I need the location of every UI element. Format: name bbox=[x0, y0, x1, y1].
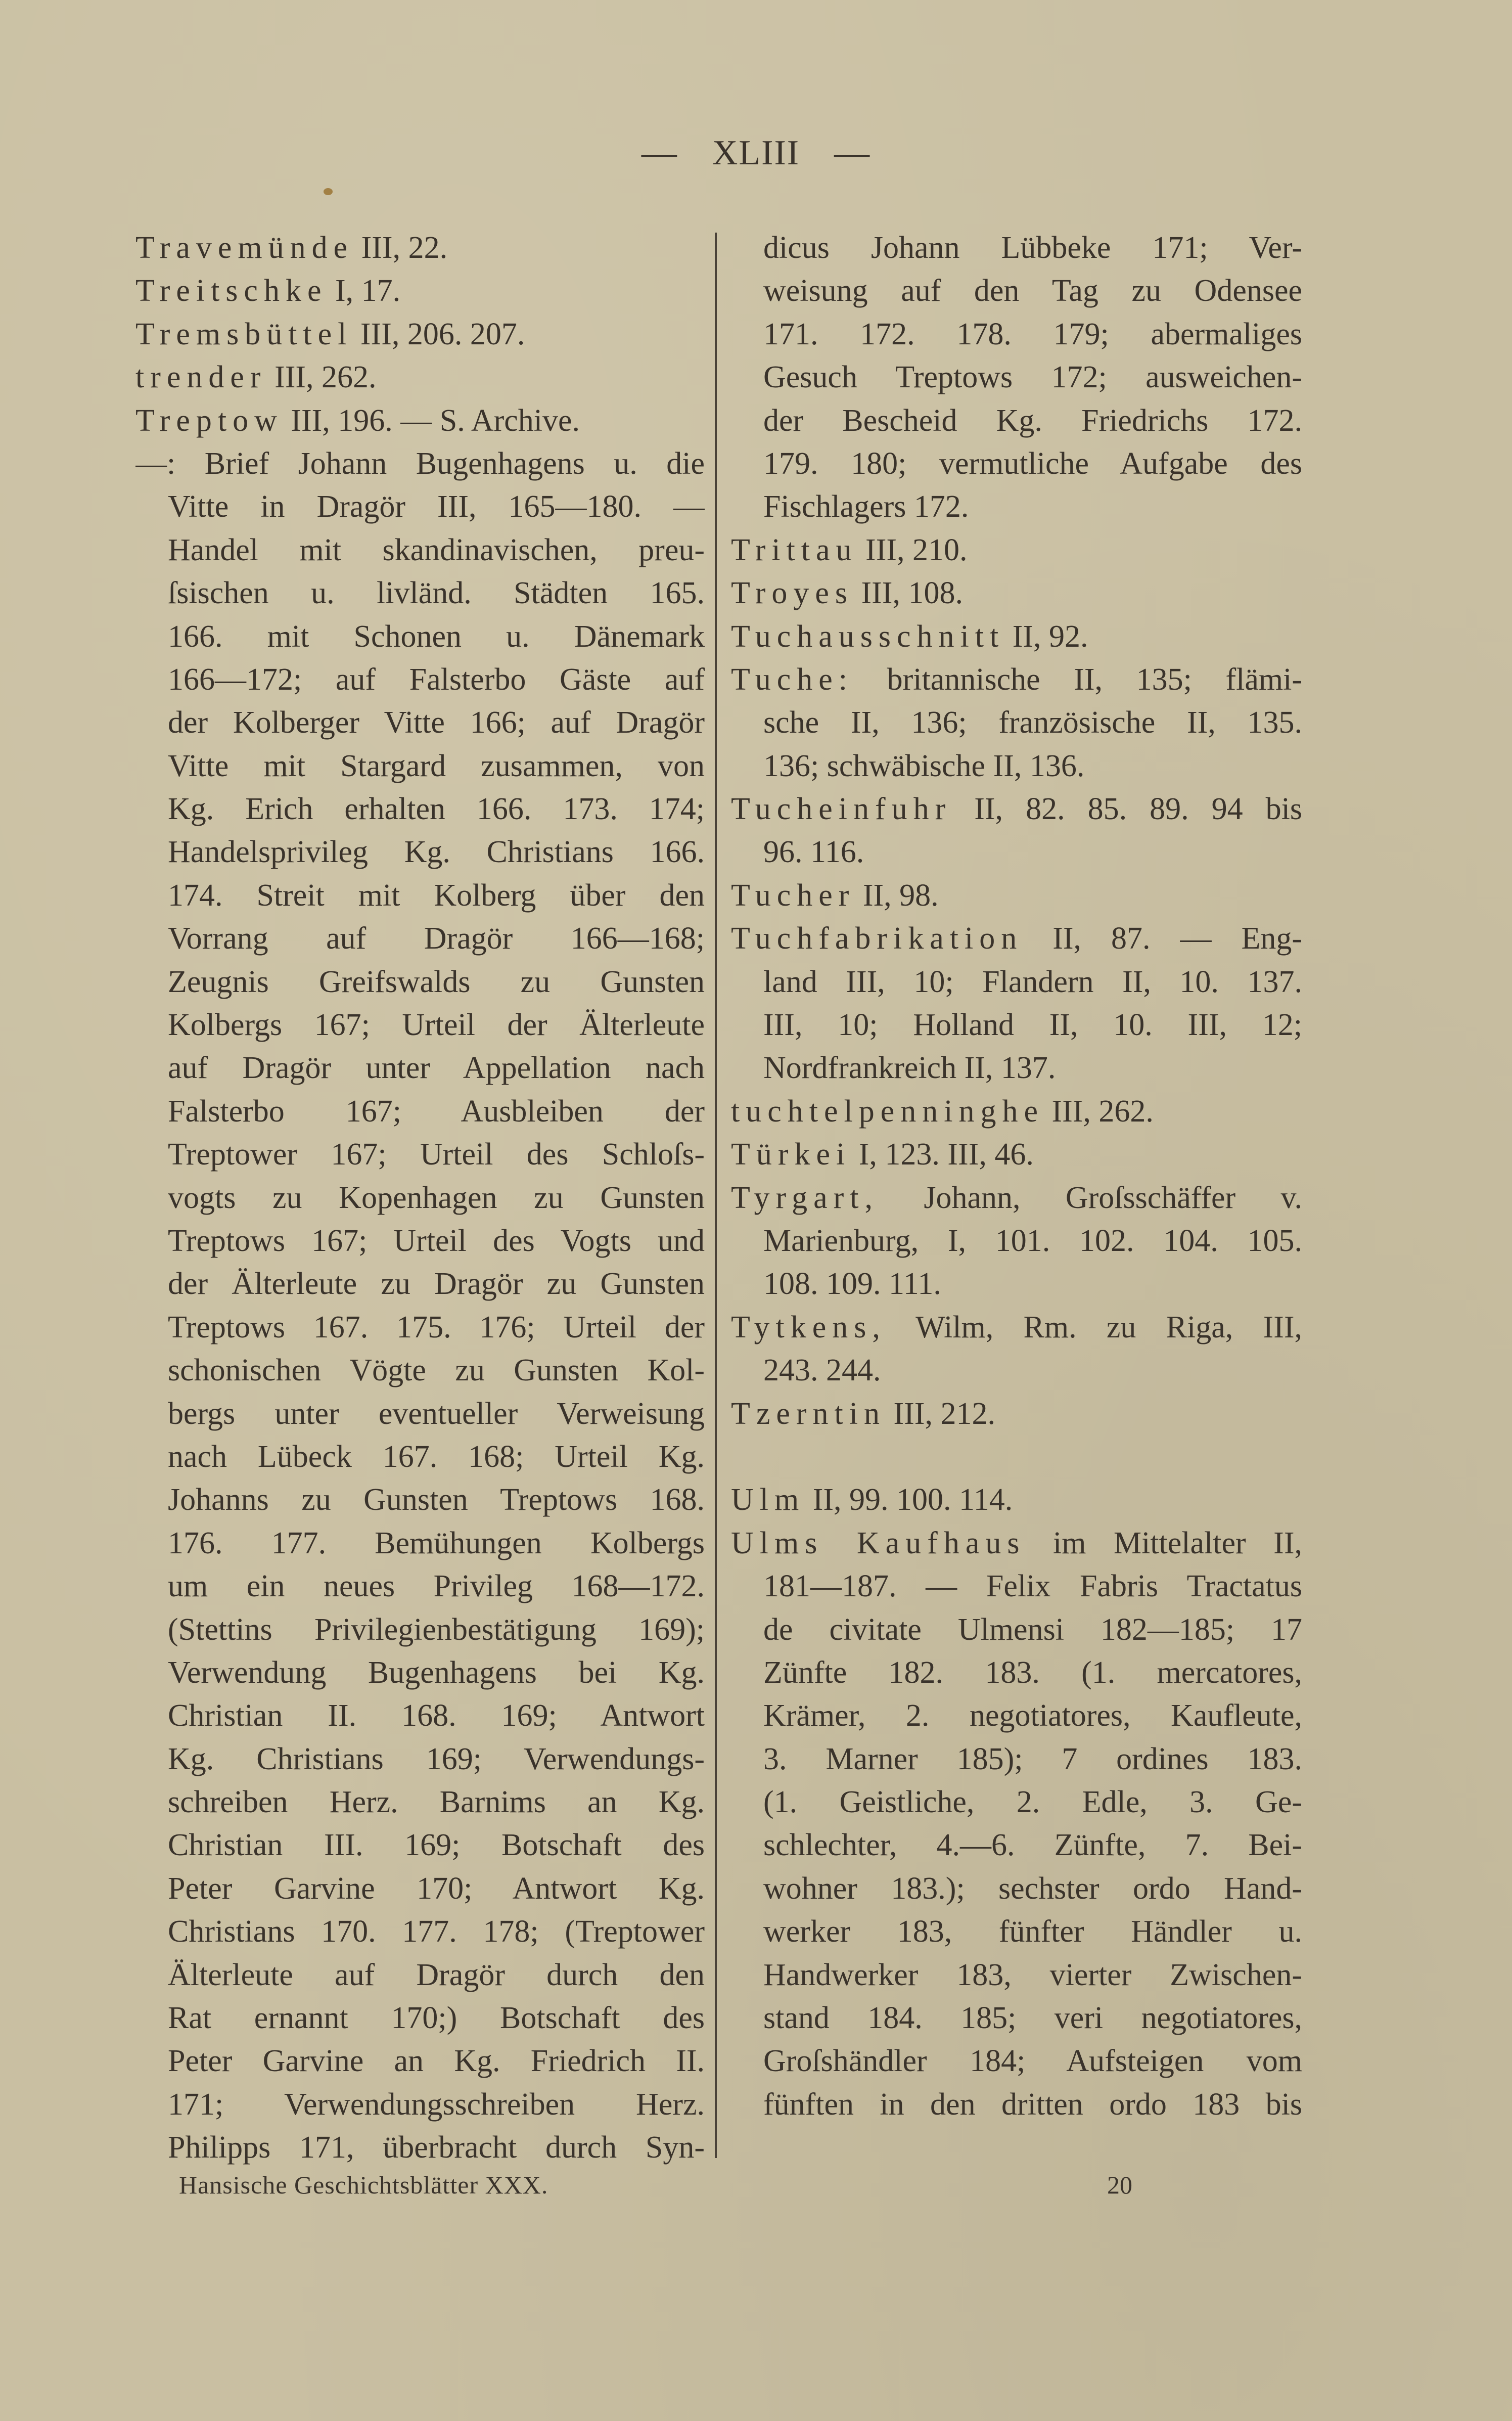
footer-sheet-number: 20 bbox=[1107, 2171, 1132, 2199]
index-line bbox=[168, 2126, 705, 2169]
index-references: der Bescheid Kg. Friedrichs 172. bbox=[763, 403, 1302, 438]
index-line bbox=[168, 1565, 705, 1608]
index-references: 3. Marner 185); 7 ordines 183. bbox=[763, 1741, 1302, 1776]
index-references: britannische II, 135; flämi- bbox=[853, 662, 1302, 697]
index-references: Kg. Christians 169; Verwendungs- bbox=[168, 1741, 705, 1776]
index-line bbox=[168, 1004, 705, 1047]
index-line bbox=[731, 1522, 1302, 1565]
index-keyword: Tuche: bbox=[731, 662, 853, 697]
index-line bbox=[168, 1263, 705, 1306]
index-line bbox=[763, 1910, 1302, 1953]
index-references: Kg. Erich erhalten 166. 173. 174; bbox=[168, 792, 705, 827]
index-keyword: Tucher bbox=[731, 878, 855, 913]
index-references: Johann, Groſsschäffer v. bbox=[878, 1180, 1302, 1215]
index-keyword: Travemünde bbox=[135, 231, 354, 265]
index-keyword: Treitschke bbox=[135, 274, 328, 308]
index-references: Gesuch Treptows 172; ausweichen- bbox=[763, 360, 1302, 395]
index-line bbox=[731, 658, 1302, 701]
index-references: II, 98. bbox=[855, 878, 939, 913]
index-references: Marienburg, I, 101. 102. 104. 105. bbox=[763, 1223, 1302, 1258]
index-references: wohner 183.); sechster ordo Hand- bbox=[763, 1871, 1302, 1906]
index-line bbox=[168, 1522, 705, 1565]
index-line bbox=[731, 572, 1302, 615]
index-line bbox=[763, 1349, 1302, 1392]
index-references: stand 184. 185; veri negotiatores, bbox=[763, 2001, 1302, 2036]
index-line bbox=[168, 1349, 705, 1392]
index-line bbox=[168, 1997, 705, 2040]
index-line bbox=[168, 615, 705, 658]
index-line bbox=[763, 399, 1302, 442]
index-references: Verwendung Bugenhagens bei Kg. bbox=[168, 1655, 705, 1690]
index-line bbox=[731, 1133, 1302, 1176]
index-line bbox=[168, 701, 705, 744]
index-line bbox=[168, 572, 705, 615]
index-line bbox=[135, 356, 705, 399]
index-line bbox=[168, 1393, 705, 1436]
index-references: Falsterbo 167; Ausbleiben der bbox=[168, 1094, 705, 1129]
index-references: Christian II. 168. 169; Antwort bbox=[168, 1698, 705, 1733]
index-references: de civitate Ulmensi 182—185; 17 bbox=[763, 1612, 1302, 1647]
index-references: Peter Garvine 170; Antwort Kg. bbox=[168, 1871, 705, 1906]
index-line bbox=[763, 227, 1302, 270]
index-line bbox=[763, 1954, 1302, 1997]
index-column-left bbox=[135, 227, 705, 2170]
index-references: Nordfrankreich II, 137. bbox=[763, 1051, 1056, 1086]
index-line bbox=[763, 1565, 1302, 1608]
index-keyword: Tuchfabrikation bbox=[731, 921, 1023, 956]
index-line bbox=[731, 1478, 1302, 1521]
index-references: der Kolberger Vitte 166; auf Dragör bbox=[168, 705, 705, 740]
index-references: schonischen Vögte zu Gunsten Kol- bbox=[168, 1353, 705, 1388]
index-line bbox=[763, 1047, 1302, 1090]
index-line bbox=[135, 399, 705, 442]
index-references: Christian III. 169; Botschaft des bbox=[168, 1828, 705, 1863]
index-references: fünften in den dritten ordo 183 bis bbox=[763, 2087, 1302, 2122]
index-references: Wilm, Rm. zu Riga, III, bbox=[886, 1310, 1302, 1344]
index-line bbox=[763, 1608, 1302, 1651]
index-references: Handelsprivileg Kg. Christians 166. bbox=[168, 835, 705, 870]
index-references: schlechter, 4.—6. Zünfte, 7. Bei- bbox=[763, 1828, 1302, 1863]
index-keyword: Ulms Kaufhaus bbox=[731, 1526, 1026, 1560]
index-line bbox=[763, 2083, 1302, 2126]
index-line bbox=[168, 1220, 705, 1263]
index-references: Zünfte 182. 183. (1. mercatores, bbox=[763, 1655, 1302, 1690]
index-line bbox=[135, 227, 705, 270]
index-references: III, 262. bbox=[266, 360, 377, 395]
index-line bbox=[763, 1738, 1302, 1781]
index-references: 96. 116. bbox=[763, 835, 864, 870]
index-line bbox=[168, 1306, 705, 1349]
index-keyword: Tytkens, bbox=[731, 1310, 886, 1344]
page-header bbox=[0, 133, 1512, 172]
index-line bbox=[168, 658, 705, 701]
index-keyword: Türkei bbox=[731, 1137, 851, 1172]
index-line bbox=[763, 485, 1302, 528]
index-references: im Mittelalter II, bbox=[1025, 1526, 1302, 1560]
index-line bbox=[168, 1177, 705, 1220]
index-line bbox=[763, 1220, 1302, 1263]
index-references: (Stettins Privilegienbestätigung 169); bbox=[168, 1612, 705, 1647]
index-line bbox=[731, 529, 1302, 572]
index-line bbox=[168, 2040, 705, 2083]
index-keyword: Tyrgart, bbox=[731, 1180, 879, 1215]
index-references: I, 17. bbox=[327, 274, 401, 308]
index-references: Rat ernannt 170;) Botschaft des bbox=[168, 2001, 705, 2036]
index-line bbox=[168, 745, 705, 788]
index-references: III, 22. bbox=[353, 231, 448, 265]
index-references: III, 212. bbox=[886, 1396, 995, 1431]
index-line bbox=[168, 2083, 705, 2126]
index-keyword: Tzerntin bbox=[731, 1396, 886, 1431]
index-line bbox=[168, 1133, 705, 1176]
index-line bbox=[763, 745, 1302, 788]
index-references: Krämer, 2. negotiatores, Kaufleute, bbox=[763, 1698, 1302, 1733]
index-line bbox=[763, 313, 1302, 356]
index-references: 136; schwäbische II, 136. bbox=[763, 748, 1085, 783]
index-references: Vorrang auf Dragör 166—168; bbox=[168, 921, 705, 956]
index-line bbox=[168, 1651, 705, 1694]
index-keyword: Tuchausschnitt bbox=[731, 619, 1005, 654]
index-line bbox=[168, 1608, 705, 1651]
index-line bbox=[168, 1436, 705, 1478]
index-references: III, 210. bbox=[857, 532, 968, 567]
index-references: I, 123. III, 46. bbox=[851, 1137, 1034, 1172]
index-references: werker 183, fünfter Händler u. bbox=[763, 1914, 1302, 1949]
index-references: II, 82. 85. 89. 94 bis bbox=[951, 792, 1302, 827]
index-references: Zeugnis Greifswalds zu Gunsten bbox=[168, 964, 705, 999]
column-divider bbox=[715, 233, 717, 2158]
index-references: III, 10; Holland II, 10. III, 12; bbox=[763, 1008, 1302, 1043]
index-references: 181—187. — Felix Fabris Tractatus bbox=[763, 1569, 1302, 1604]
index-references: dicus Johann Lübbeke 171; Ver- bbox=[763, 231, 1302, 265]
index-column-right bbox=[731, 227, 1302, 2126]
index-references: schreiben Herz. Barnims an Kg. bbox=[168, 1785, 705, 1820]
index-line bbox=[763, 2040, 1302, 2083]
index-keyword: trender bbox=[135, 360, 267, 395]
index-references: 179. 180; vermutliche Aufgabe des bbox=[763, 446, 1302, 481]
index-references: Groſshändler 184; Aufsteigen vom bbox=[763, 2044, 1302, 2079]
index-line bbox=[135, 313, 705, 356]
index-references: sche II, 136; französische II, 135. bbox=[763, 705, 1302, 740]
index-line bbox=[731, 788, 1302, 831]
index-line bbox=[731, 874, 1302, 917]
index-line bbox=[135, 442, 705, 485]
index-references: Peter Garvine an Kg. Friedrich II. bbox=[168, 2044, 705, 2079]
index-references: II, 87. — Eng- bbox=[1023, 921, 1302, 956]
index-references: Treptows 167. 175. 176; Urteil der bbox=[168, 1310, 705, 1344]
index-references: weisung auf den Tag zu Odensee bbox=[763, 274, 1302, 308]
index-references: 166—172; auf Falsterbo Gäste auf bbox=[168, 662, 705, 697]
index-references: —: Brief Johann Bugenhagens u. die bbox=[135, 446, 705, 481]
paper-speck bbox=[324, 188, 333, 195]
index-line bbox=[763, 831, 1302, 874]
index-line bbox=[763, 1867, 1302, 1910]
index-references: Vitte mit Stargard zusammen, von bbox=[168, 748, 705, 783]
header-dash-left: — bbox=[641, 133, 678, 172]
index-references: Handwerker 183, vierter Zwischen- bbox=[763, 1957, 1302, 1992]
index-references: nach Lübeck 167. 168; Urteil Kg. bbox=[168, 1439, 705, 1474]
header-dash-right: — bbox=[834, 133, 871, 172]
index-keyword: tuchtelpenninghe bbox=[731, 1094, 1044, 1129]
index-line bbox=[763, 442, 1302, 485]
index-references: II, 99. 100. 114. bbox=[805, 1483, 1013, 1517]
index-line bbox=[731, 615, 1302, 658]
index-line bbox=[168, 1954, 705, 1997]
index-references: Philipps 171, überbracht durch Syn- bbox=[168, 2130, 705, 2165]
index-references: bergs unter eventueller Verweisung bbox=[168, 1396, 705, 1431]
index-line bbox=[763, 270, 1302, 312]
index-line bbox=[763, 1004, 1302, 1047]
index-keyword: Trittau bbox=[731, 532, 858, 567]
index-references: 176. 177. Bemühungen Kolbergs bbox=[168, 1526, 705, 1560]
index-line bbox=[731, 1393, 1302, 1479]
index-references: Älterleute auf Dragör durch den bbox=[168, 1957, 705, 1992]
index-line bbox=[763, 356, 1302, 399]
index-references: auf Dragör unter Appellation nach bbox=[168, 1051, 705, 1086]
index-references: II, 92. bbox=[1004, 619, 1088, 654]
index-references: III, 108. bbox=[853, 576, 963, 611]
index-line bbox=[731, 1177, 1302, 1220]
index-line bbox=[168, 1090, 705, 1133]
index-line bbox=[763, 961, 1302, 1004]
index-line bbox=[731, 1090, 1302, 1133]
index-line bbox=[135, 270, 705, 312]
index-keyword: Treptow bbox=[135, 403, 283, 438]
index-line bbox=[168, 1738, 705, 1781]
index-references: 174. Streit mit Kolberg über den bbox=[168, 878, 705, 913]
index-line bbox=[168, 1694, 705, 1737]
index-line bbox=[168, 917, 705, 960]
index-references: Christians 170. 177. 178; (Treptower bbox=[168, 1914, 705, 1949]
index-line bbox=[168, 831, 705, 874]
index-line bbox=[763, 701, 1302, 744]
index-line bbox=[168, 788, 705, 831]
index-line bbox=[168, 1824, 705, 1867]
index-line bbox=[168, 874, 705, 917]
index-keyword: Tucheinfuhr bbox=[731, 792, 952, 827]
index-references: Treptower 167; Urteil des Schloſs- bbox=[168, 1137, 705, 1172]
index-line bbox=[763, 1781, 1302, 1824]
index-line bbox=[168, 1910, 705, 1953]
index-line bbox=[168, 1867, 705, 1910]
index-references: vogts zu Kopenhagen zu Gunsten bbox=[168, 1180, 705, 1215]
index-references: 243. 244. bbox=[763, 1353, 881, 1388]
index-line bbox=[731, 917, 1302, 960]
index-references: ſsischen u. livländ. Städten 165. bbox=[168, 576, 705, 611]
index-references: Kolbergs 167; Urteil der Älterleute bbox=[168, 1008, 705, 1043]
index-references: land III, 10; Flandern II, 10. 137. bbox=[763, 964, 1302, 999]
index-line bbox=[168, 529, 705, 572]
index-references: 108. 109. 111. bbox=[763, 1267, 941, 1302]
index-line bbox=[168, 1047, 705, 1090]
index-line bbox=[763, 1824, 1302, 1867]
index-references: um ein neues Privileg 168—172. bbox=[168, 1569, 705, 1604]
index-references: Johanns zu Gunsten Treptows 168. bbox=[168, 1483, 705, 1517]
index-line bbox=[168, 485, 705, 528]
index-references: 166. mit Schonen u. Dänemark bbox=[168, 619, 705, 654]
index-line bbox=[763, 1651, 1302, 1694]
index-line bbox=[763, 1263, 1302, 1306]
index-references: Vitte in Dragör III, 165—180. — bbox=[168, 489, 705, 524]
index-references: III, 206. 207. bbox=[352, 317, 525, 351]
index-references: der Älterleute zu Dragör zu Gunsten bbox=[168, 1267, 705, 1302]
page-number-roman: XLIII bbox=[712, 133, 800, 172]
index-references: Treptows 167; Urteil des Vogts und bbox=[168, 1223, 705, 1258]
index-references: 171; Verwendungsschreiben Herz. bbox=[168, 2087, 705, 2122]
index-references: III, 262. bbox=[1043, 1094, 1154, 1129]
index-keyword: Tremsbüttel bbox=[135, 317, 353, 351]
index-line bbox=[731, 1306, 1302, 1349]
index-line bbox=[168, 1478, 705, 1521]
index-references: 171. 172. 178. 179; abermaliges bbox=[763, 317, 1302, 351]
index-references: Fischlagers 172. bbox=[763, 489, 969, 524]
index-line bbox=[168, 1781, 705, 1824]
index-line bbox=[763, 1997, 1302, 2040]
footer-signature: Hansische Geschichtsblätter XXX. bbox=[179, 2171, 548, 2199]
index-line bbox=[763, 1694, 1302, 1737]
index-references: Handel mit skandinavischen, preu- bbox=[168, 532, 705, 567]
index-references: (1. Geistliche, 2. Edle, 3. Ge- bbox=[763, 1785, 1302, 1820]
index-keyword: Troyes bbox=[731, 576, 853, 611]
index-line bbox=[168, 961, 705, 1004]
index-keyword: Ulm bbox=[731, 1483, 805, 1517]
index-references: III, 196. — S. Archive. bbox=[283, 403, 580, 438]
